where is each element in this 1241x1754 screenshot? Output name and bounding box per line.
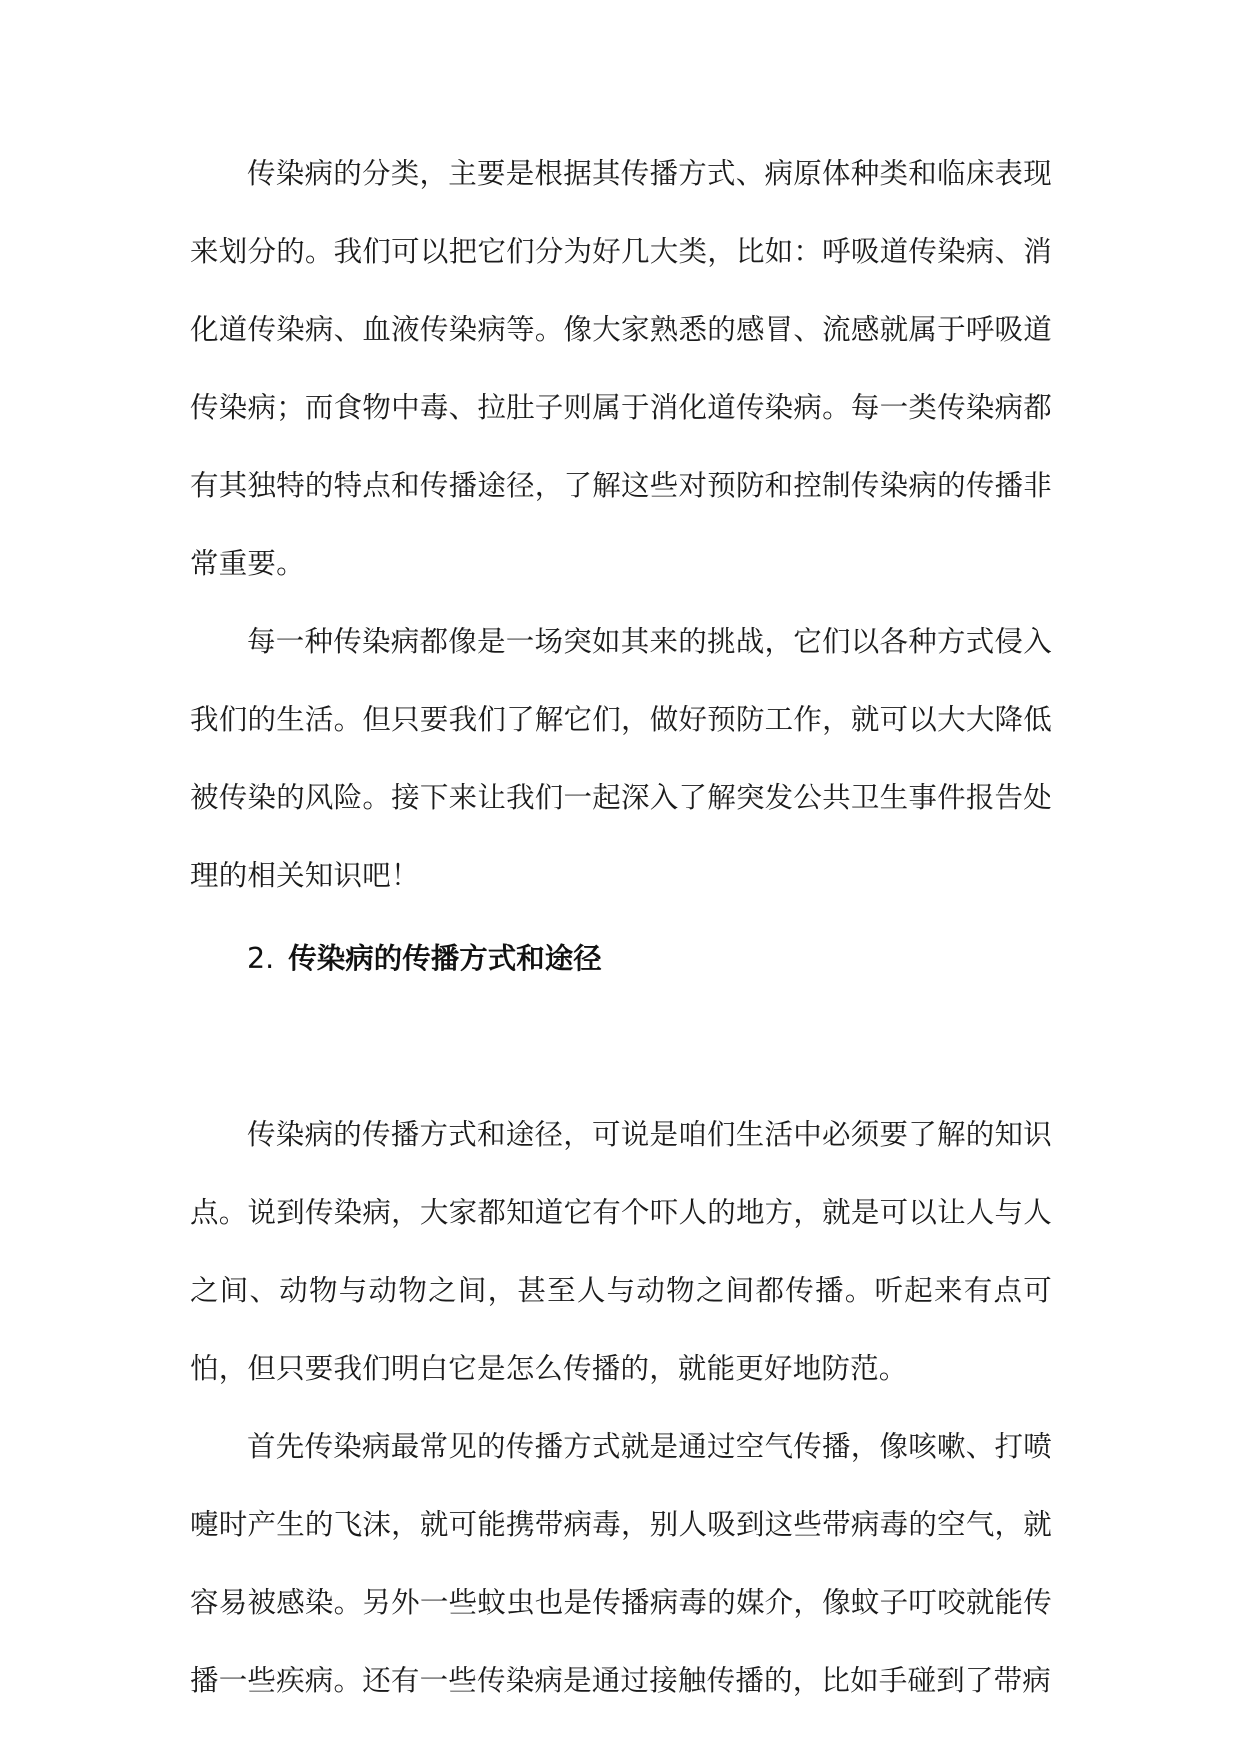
paragraph-classification: 传染病的分类，主要是根据其传播方式、病原体种类和临床表现来划分的。我们可以把它们分为好几大类，比如：呼吸道传染病、消化道传染病、血液传染病等。像大家熟悉的感冒、流感就属于呼吸道传染病；而食物中毒、拉肚子则属于消化道传染病。每一类传染病都有其独特的特点和传播途径，了解这些对预防和控制传染病的传播非常重要。 (190, 157, 1052, 580)
paragraph-challenge: 每一种传染病都像是一场突如其来的挑战，它们以各种方式侵入我们的生活。但只要我们了解它们，做好预防工作，就可以大大降低被传染的风险。接下来让我们一起深入了解突发公共卫生事件报告处理的相关知识吧！ (190, 625, 1052, 892)
section-number: 2. (247, 942, 275, 975)
paragraph-transmission-intro: 传染病的传播方式和途径，可说是咱们生活中必须要了解的知识点。说到传染病，大家都知道它有个吓人的地方，就是可以让人与人之间、动物与动物之间，甚至人与动物之间都传播。听起来有点可怕，但只要我们明白它是怎么传播的，就能更好地防范。 (190, 1118, 1052, 1385)
section-title: 传染病的传播方式和途径 (288, 942, 602, 975)
paragraph-transmission-modes: 首先传染病最常见的传播方式就是通过空气传播，像咳嗽、打喷嚏时产生的飞沫，就可能携带病毒，别人吸到这些带病毒的空气，就容易被感染。另外一些蚊虫也是传播病毒的媒介，像蚊子叮咬就能传播一些疾病。还有一些传染病是通过接触传播的，比如手碰到了带病 (190, 1430, 1052, 1697)
section-heading (247, 934, 602, 984)
